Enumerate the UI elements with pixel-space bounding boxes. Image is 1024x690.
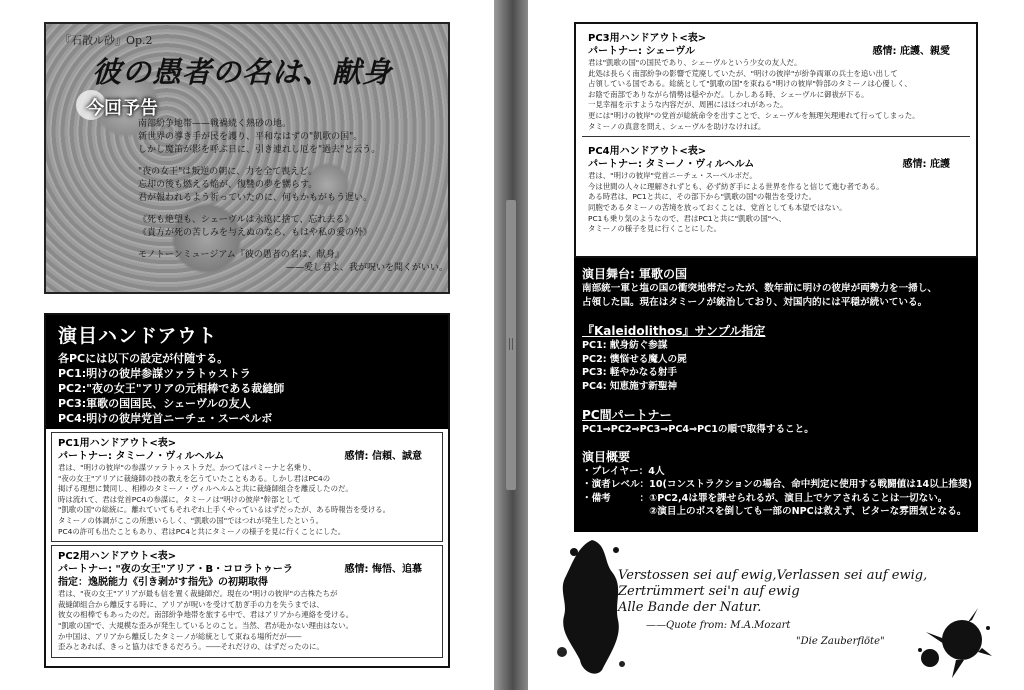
stage-panel: [574, 258, 978, 532]
pc2-emotion: 感情: 悔悟、追慕: [344, 564, 422, 576]
pc2-line: 裁縫師組合から離反する時に、アリアが呪いを受けて肪ぎ手の力を失うまでは、: [58, 599, 324, 609]
pc2-partner: パートナー: "夜の女王"アリア・B・コロラトゥーラ: [58, 564, 293, 576]
preview-line: 《貴方が死の苦しみを与えぬのなら、もはや私の愛の外》: [138, 228, 373, 238]
pc1-line: 君は、"明けの彼岸"の参謀ツァラトゥストラだ。かつてはパミーナと名乗り、: [58, 463, 316, 472]
quote-line: Verstossen sei auf ewig,Verlassen sei auf ewig,: [618, 568, 928, 583]
handout-role: PC4:明けの彼岸党首ニーチェ・スーペルボ: [58, 412, 273, 425]
series-label: 『石散ル砂』Op.2: [60, 34, 153, 47]
pc2-designation: 指定：逸脱能力《引き剥がす指先》の初期取得: [58, 577, 268, 589]
pc34-panel: [574, 22, 978, 258]
pc4-line: 君は、"明けの彼岸"党首ニーチェ・スーペルボだ。: [588, 171, 757, 181]
handout-heading: 演目ハンドアウト: [58, 325, 218, 347]
pc3-line: お陰で南部でありながら情勢は穏やかだ。しかしある時、シェーヴルに御祓が下る。: [588, 89, 869, 99]
preview-line: 《死も絶望も、シェーヴルは永遠に捨て、忘れ去る》: [138, 215, 354, 225]
stage-line: 南部統一軍と塩の国の衝突地帯だったが、数年前に明けの彼岸が両勢力を一掃し、: [582, 283, 937, 294]
stage-heading: 演目舞台: 軍歌の国: [582, 267, 687, 281]
preview-line: "夜の女王"は叛逆の朝に、力を全て喪えど。: [138, 167, 318, 177]
pc2-line: 彼女の相棒でもあったのだ。南部紛争地帯を旅する中で、君はアリアから連絡を受ける。: [58, 610, 354, 620]
pc4-handout: [582, 141, 970, 239]
quote-work: "Die Zauberflöte": [796, 636, 885, 647]
pc3-line: 此処は長らく南部紛争の影響で荒廃していたが、"明けの彼岸"が紛争両軍の兵士を追い出して: [588, 68, 898, 78]
mozart-quote: [618, 568, 927, 650]
pc1-line: "夜の女王"アリアに裁縫師の技の教えを乞うていたこともある。しかし君はPC4の: [58, 473, 331, 483]
pc4-line: 今は世間の人々に理解されずとも、必ず紡ぎ手による世界を作ると信じて進む者である。: [588, 181, 884, 191]
preview-signature: ——愛し君よ、我が呪いを聞くがいい。: [285, 263, 448, 273]
handout-role: PC2:"夜の女王"アリアの元相棒である裁縫師: [58, 382, 285, 395]
pc2-handout: [51, 545, 443, 658]
preview-line: 新世界の導き手が民を護り、平和なはずの"凱歌の国"。: [138, 132, 363, 142]
preview-line: 忘却の後も燃える焔が、復讐の夢を嬲らす。: [138, 180, 318, 190]
pc1-handout: [51, 432, 443, 542]
partner-heading: PC間パートナー: [582, 408, 672, 422]
pc4-line: ある時君は、PC1と共に、その部下から"凱歌の国"の報告を受けた。: [588, 192, 817, 202]
page-left: [0, 0, 494, 690]
pc1-emotion: 感情: 信頼、誠意: [344, 451, 422, 462]
pc1-line: "凱歌の国"の総統に。離れていてもそれぞれ上手くやっているはずだったが、ある時報告を受ける。: [58, 505, 390, 515]
quote-line: Zertrümmert sei'n auf ewig: [618, 584, 800, 599]
partner-line: PC1⇒PC2⇒PC3⇒PC4⇒PC1の順で取得すること。: [582, 424, 814, 435]
summary-item: ②演目上のボスを倒しても一部のNPCは救えず、ビターな雰囲気となる。: [582, 506, 967, 517]
stage-line: 占領した国。現在はタミーノが統治しており、対国内的には平穏が続いている。: [582, 296, 928, 308]
pc3-line: 更には"明けの彼岸"の党首が総統命令を出すことで、シェーヴルを無理矢理連れて行ってしまった。: [588, 110, 920, 120]
pc2-line: 君は、"夜の女王"アリアが最も信を置く裁縫師だ。現在の"明けの彼岸"の古株たちが: [58, 589, 338, 599]
pc2-line: か中国は、アリアから離反したタミーノが総統として束ねる場所だが――: [58, 631, 302, 641]
summary-item: ・備考 ：①PC2,4は罪を課せられるが、演目上でケアされることは一切ない。: [582, 492, 948, 504]
sample-item: PC3: 軽やかなる射手: [582, 367, 678, 378]
handout-panel: [44, 313, 450, 668]
pc3-handout: [582, 28, 970, 137]
pc3-partner: パートナー: シェーヴル: [588, 46, 695, 57]
sample-heading: 『Kaleidolithos』サンプル指定: [582, 324, 766, 338]
pc4-line: 同胞であるタミーノの苦境を放っておくことは、党首としても本望ではない。: [588, 202, 847, 212]
pc1-title: PC1用ハンドアウト<表>: [58, 438, 177, 449]
pc3-emotion: 感情: 庇護、親愛: [872, 46, 950, 57]
pc3-line: 君は"凱歌の国"の国民であり、シェーヴルという少女の友人だ。: [588, 58, 802, 67]
sample-item: PC4: 知恵施す新聖神: [582, 380, 678, 392]
sample-item: PC1: 献身紡ぐ参謀: [582, 340, 668, 351]
pc1-line: 掲げる理想に賛同し、相棒のタミーノ・ヴィルヘルムと共に裁縫師組合を離反したのだ。: [58, 484, 353, 494]
pc1-partner: パートナー: タミーノ・ヴィルヘルム: [58, 451, 225, 462]
quote-line: Alle Bande der Natur.: [618, 600, 762, 615]
sample-item: PC2: 懊悩せる魔人の屍: [582, 353, 687, 365]
preview-line: 南部紛争地帯——戦禍続く熱砂の地。: [138, 119, 292, 129]
pc3-line: タミーノの真意を問え、シェーヴルを助けなければ。: [588, 121, 766, 131]
pc3-title: PC3用ハンドアウト<表>: [588, 33, 707, 44]
pc4-emotion: 感情: 庇護: [902, 159, 950, 171]
preview-panel: [44, 22, 450, 294]
pc3-line: 一見幸福を示すような内容だが、周囲にはほつれがあった。: [588, 100, 788, 110]
quote-source: ——Quote from: M.A.Mozart: [646, 620, 791, 631]
pc4-line: タミーノの様子を見に行くことにした。: [588, 224, 721, 234]
pc2-line: "凱歌の国"で、大規模な歪みが発生しているとのこと。当然、君が赴かない理由はない。: [58, 620, 353, 630]
pc4-title: PC4用ハンドアウト<表>: [588, 146, 707, 158]
pc4-line: PC1も乗り気のようなので、君はPC1と共に"凱歌の国"へ、: [588, 213, 786, 223]
pc1-line: PC4の許可も出たこともあり、君はPC4と共にタミーノの様子を見に行くことにした。: [58, 526, 346, 536]
scenario-title: 彼の愚者の名は、献身: [92, 55, 393, 89]
pc2-line: 歪みとあれば、きっと協力はできるだろう。――それだけの、はずだったのに。: [58, 642, 324, 652]
handout-role: PC3:軍歌の国国民、シェーヴルの友人: [58, 397, 251, 410]
pc4-partner: パートナー: タミーノ・ヴィルヘルム: [588, 159, 755, 171]
splitter-handle[interactable]: [509, 338, 513, 350]
pc2-title: PC2用ハンドアウト<表>: [58, 551, 177, 563]
pc3-line: 占領している国である。総統として"凱歌の国"を束ねる"明けの彼岸"幹部のタミーノは心優しく、: [588, 79, 912, 89]
handout-header: [46, 315, 448, 429]
preview-signature: モノトーンミュージアム『彼の愚者の名は、献身』: [138, 250, 344, 260]
pc1-line: タミーノの体調がここの所悪いらしく、"凱歌の国"ではつれが発生したという。: [58, 515, 324, 525]
preview-line: しかし魔笛が影を呼ぶ日に、引き連れし厄を"過去"と云う。: [138, 145, 381, 155]
handout-role: PC1:明けの彼岸参謀ツァラトゥストラ: [58, 367, 251, 380]
preview-text: [138, 118, 448, 275]
handout-intro: 各PCには以下の設定が付随する。: [58, 352, 229, 365]
preview-heading: 今回予告: [86, 98, 158, 119]
pc1-line: 時は流れて、君は党首PC4の参謀に。タミーノは"明けの彼岸"幹部として: [58, 494, 301, 504]
summary-item: ・プレイヤー：4人: [582, 465, 665, 477]
preview-line: 君が報われるよう祈っていたのに、何もかもがもう遅い。: [138, 193, 373, 203]
summary-heading: 演目概要: [582, 449, 631, 464]
summary-item: ・演者レベル：10(コンストラクションの場合、命中判定に使用する戦闘値は14以上推奨): [582, 479, 972, 490]
